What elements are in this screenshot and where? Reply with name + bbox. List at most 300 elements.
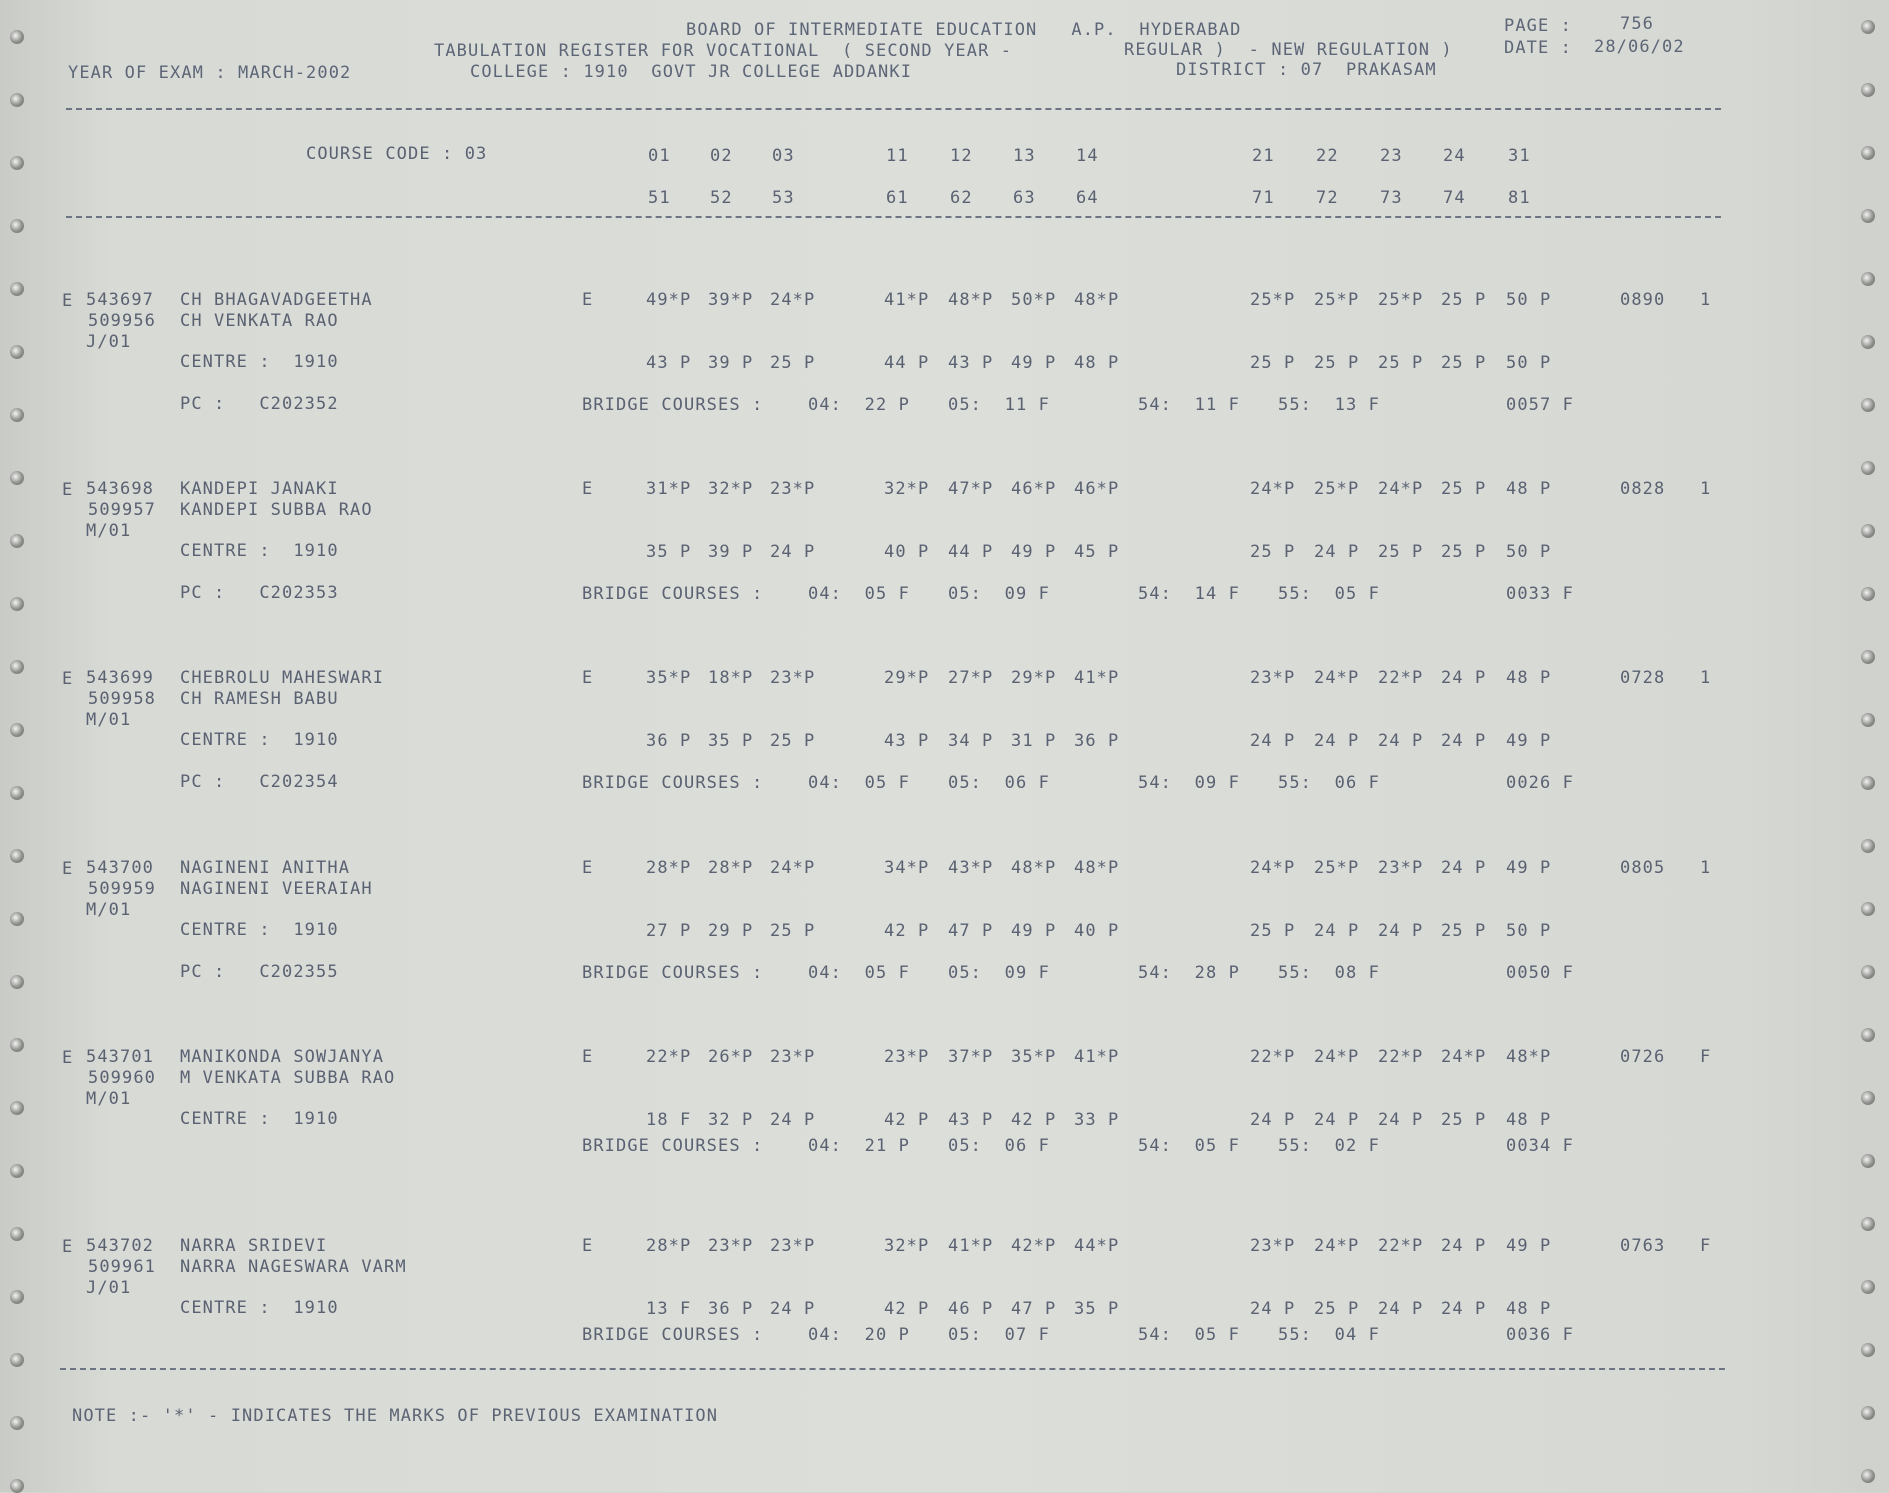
mark-cell: 22*P: [1250, 1047, 1296, 1067]
tractor-hole: [10, 471, 24, 485]
mark-cell: 28*P: [646, 858, 692, 878]
mark-cell: 24 P: [1441, 1299, 1487, 1319]
column-code: 71: [1252, 188, 1275, 208]
record-prefix: E: [62, 291, 74, 311]
mark-cell: 23*P: [1250, 668, 1296, 688]
bridge-total: 0034 F: [1506, 1136, 1575, 1156]
mark-cell: 47*P: [948, 479, 994, 499]
column-code: 14: [1076, 146, 1099, 166]
mark-cell: 24 P: [1250, 1299, 1296, 1319]
medium: E: [582, 290, 594, 310]
group-code: M/01: [86, 521, 132, 541]
mark-cell: 42*P: [1011, 1236, 1057, 1256]
mark-cell: 24 P: [1250, 1110, 1296, 1130]
tractor-hole: [10, 1101, 24, 1115]
bridge-total: 0033 F: [1506, 584, 1575, 604]
tractor-hole: [1861, 902, 1875, 916]
column-code: 13: [1013, 146, 1036, 166]
group-code: J/01: [86, 332, 132, 352]
mark-cell: 24 P: [770, 1110, 816, 1130]
column-code: 03: [772, 146, 795, 166]
column-code: 74: [1443, 188, 1466, 208]
column-code: 12: [950, 146, 973, 166]
page-number: 756: [1620, 14, 1655, 34]
grand-total: 0890: [1620, 290, 1666, 310]
tractor-hole: [1861, 1217, 1875, 1231]
mark-cell: 43 P: [948, 353, 994, 373]
column-code: 64: [1076, 188, 1099, 208]
mark-cell: 24 P: [1314, 921, 1360, 941]
grand-total: 0805: [1620, 858, 1666, 878]
father-name: NAGINENI VEERAIAH: [180, 879, 373, 899]
result: 1: [1700, 858, 1712, 878]
mark-cell: 42 P: [1011, 1110, 1057, 1130]
mark-cell: 22*P: [646, 1047, 692, 1067]
hall-ticket-number: 543701: [86, 1047, 155, 1067]
mark-cell: 18 F: [646, 1110, 692, 1130]
mark-cell: 35 P: [708, 731, 754, 751]
tractor-hole: [1861, 650, 1875, 664]
mark-cell: 48 P: [1506, 1299, 1552, 1319]
mark-cell: 32*P: [884, 1236, 930, 1256]
mark-cell: 24 P: [1314, 1110, 1360, 1130]
result: F: [1700, 1236, 1712, 1256]
mark-cell: 29*P: [1011, 668, 1057, 688]
column-code: 31: [1508, 146, 1531, 166]
mark-cell: 47 P: [948, 921, 994, 941]
mark-cell: 24 P: [1250, 731, 1296, 751]
mark-cell: 29*P: [884, 668, 930, 688]
mark-cell: 27*P: [948, 668, 994, 688]
grand-total: 0828: [1620, 479, 1666, 499]
record-prefix: E: [62, 859, 74, 879]
right-tractor-holes: [1839, 0, 1889, 1492]
column-code: 53: [772, 188, 795, 208]
centre: CENTRE : 1910: [180, 730, 339, 750]
mark-cell: 24 P: [770, 542, 816, 562]
mark-cell: 43 P: [884, 731, 930, 751]
student-name: NAGINENI ANITHA: [180, 858, 351, 878]
father-name: M VENKATA SUBBA RAO: [180, 1068, 396, 1088]
tractor-hole: [10, 1164, 24, 1178]
mark-cell: 45 P: [1074, 542, 1120, 562]
tractor-hole: [10, 660, 24, 674]
mark-cell: 49*P: [646, 290, 692, 310]
column-code: 62: [950, 188, 973, 208]
tractor-hole: [10, 975, 24, 989]
mark-cell: 24 P: [1441, 858, 1487, 878]
mark-cell: 26*P: [708, 1047, 754, 1067]
mark-cell: 50 P: [1506, 921, 1552, 941]
course-code: COURSE CODE : 03: [306, 144, 488, 164]
hall-ticket-number: 543697: [86, 290, 155, 310]
tractor-hole: [1861, 839, 1875, 853]
tractor-hole: [10, 219, 24, 233]
column-code: 61: [886, 188, 909, 208]
mark-cell: 25 P: [1250, 353, 1296, 373]
bridge-04: 04: 20 P: [808, 1325, 911, 1345]
bridge-55: 55: 05 F: [1278, 584, 1381, 604]
tractor-hole: [10, 282, 24, 296]
report-date: 28/06/02: [1594, 37, 1685, 57]
mark-cell: 41*P: [948, 1236, 994, 1256]
bridge-04: 04: 05 F: [808, 584, 911, 604]
student-name: MANIKONDA SOWJANYA: [180, 1047, 385, 1067]
page-label: PAGE :: [1504, 16, 1573, 36]
left-tractor-holes: [0, 0, 50, 1492]
grand-total: 0726: [1620, 1047, 1666, 1067]
mark-cell: 28*P: [646, 1236, 692, 1256]
bridge-54: 54: 05 F: [1138, 1325, 1241, 1345]
mark-cell: 34*P: [884, 858, 930, 878]
mark-cell: 24 P: [770, 1299, 816, 1319]
tractor-hole: [1861, 1028, 1875, 1042]
mark-cell: 22*P: [1378, 668, 1424, 688]
tractor-hole: [1861, 146, 1875, 160]
student-name: NARRA SRIDEVI: [180, 1236, 328, 1256]
mark-cell: 50 P: [1506, 353, 1552, 373]
mark-cell: 44 P: [884, 353, 930, 373]
mark-cell: 23*P: [708, 1236, 754, 1256]
mark-cell: 48*P: [1506, 1047, 1552, 1067]
centre: CENTRE : 1910: [180, 1298, 339, 1318]
column-code: 01: [648, 146, 671, 166]
mark-cell: 23*P: [1250, 1236, 1296, 1256]
bridge-55: 55: 08 F: [1278, 963, 1381, 983]
column-code: 11: [886, 146, 909, 166]
bridge-55: 55: 04 F: [1278, 1325, 1381, 1345]
medium: E: [582, 1236, 594, 1256]
mark-cell: 24*P: [1378, 479, 1424, 499]
mark-cell: 23*P: [1378, 858, 1424, 878]
father-name: NARRA NAGESWARA VARM: [180, 1257, 407, 1277]
mark-cell: 25 P: [1314, 1299, 1360, 1319]
mark-cell: 39 P: [708, 542, 754, 562]
tractor-hole: [10, 786, 24, 800]
bridge-54: 54: 28 P: [1138, 963, 1241, 983]
bridge-04: 04: 05 F: [808, 963, 911, 983]
grand-total: 0728: [1620, 668, 1666, 688]
mark-cell: 28*P: [708, 858, 754, 878]
mark-cell: 23*P: [770, 1236, 816, 1256]
mark-cell: 36 P: [1074, 731, 1120, 751]
college-name: COLLEGE : 1910 GOVT JR COLLEGE ADDANKI: [470, 62, 913, 82]
mark-cell: 41*P: [1074, 668, 1120, 688]
tractor-hole: [1861, 1343, 1875, 1357]
tractor-hole: [10, 1479, 24, 1493]
mark-cell: 48*P: [948, 290, 994, 310]
mark-cell: 24 P: [1441, 1236, 1487, 1256]
mark-cell: 39*P: [708, 290, 754, 310]
tractor-hole: [1861, 209, 1875, 223]
mark-cell: 25 P: [1314, 353, 1360, 373]
mark-cell: 25 P: [1441, 1110, 1487, 1130]
bridge-04: 04: 05 F: [808, 773, 911, 793]
serial-number: 509959: [88, 879, 157, 899]
mark-cell: 22*P: [1378, 1047, 1424, 1067]
mark-cell: 25 P: [1250, 921, 1296, 941]
mark-cell: 25 P: [770, 731, 816, 751]
mark-cell: 27 P: [646, 921, 692, 941]
mark-cell: 33 P: [1074, 1110, 1120, 1130]
mark-cell: 31 P: [1011, 731, 1057, 751]
column-code: 21: [1252, 146, 1275, 166]
bridge-54: 54: 05 F: [1138, 1136, 1241, 1156]
mark-cell: 24 P: [1314, 731, 1360, 751]
tractor-hole: [10, 30, 24, 44]
mark-cell: 48*P: [1074, 290, 1120, 310]
mark-cell: 23*P: [770, 668, 816, 688]
bridge-05: 05: 07 F: [948, 1325, 1051, 1345]
year-of-exam: YEAR OF EXAM : MARCH-2002: [68, 63, 352, 83]
mark-cell: 36 P: [646, 731, 692, 751]
pc-number: PC : C202353: [180, 583, 339, 603]
mark-cell: 13 F: [646, 1299, 692, 1319]
father-name: KANDEPI SUBBA RAO: [180, 500, 373, 520]
mark-cell: 50*P: [1011, 290, 1057, 310]
mark-cell: 36 P: [708, 1299, 754, 1319]
mark-cell: 47 P: [1011, 1299, 1057, 1319]
bridge-courses-label: BRIDGE COURSES :: [582, 395, 764, 415]
bridge-courses-label: BRIDGE COURSES :: [582, 1325, 764, 1345]
register-title: TABULATION REGISTER FOR VOCATIONAL ( SECOND YEAR -: [434, 41, 1013, 61]
tractor-hole: [1861, 1406, 1875, 1420]
mark-cell: 48 P: [1074, 353, 1120, 373]
footnote: NOTE :- '*' - INDICATES THE MARKS OF PREVIOUS EXAMINATION: [72, 1406, 719, 1426]
mark-cell: 40 P: [1074, 921, 1120, 941]
column-code: 24: [1443, 146, 1466, 166]
result: F: [1700, 1047, 1712, 1067]
mark-cell: 43*P: [948, 858, 994, 878]
group-code: M/01: [86, 1089, 132, 1109]
mark-cell: 32*P: [708, 479, 754, 499]
tractor-hole: [1861, 1154, 1875, 1168]
register-title-cont: REGULAR ) - NEW REGULATION ): [1124, 40, 1453, 60]
tractor-hole: [1861, 587, 1875, 601]
mark-cell: 25 P: [1441, 921, 1487, 941]
tractor-hole: [10, 912, 24, 926]
mark-cell: 48*P: [1011, 858, 1057, 878]
mark-cell: 25 P: [1441, 290, 1487, 310]
tractor-hole: [1861, 776, 1875, 790]
mark-cell: 48 P: [1506, 668, 1552, 688]
mark-cell: 49 P: [1506, 858, 1552, 878]
mark-cell: 23*P: [770, 1047, 816, 1067]
mark-cell: 35 P: [646, 542, 692, 562]
bridge-total: 0050 F: [1506, 963, 1575, 983]
mark-cell: 24*P: [1314, 1236, 1360, 1256]
mark-cell: 24*P: [770, 290, 816, 310]
bridge-courses-label: BRIDGE COURSES :: [582, 963, 764, 983]
mark-cell: 48*P: [1074, 858, 1120, 878]
mark-cell: 37*P: [948, 1047, 994, 1067]
mark-cell: 46 P: [948, 1299, 994, 1319]
column-code: 22: [1316, 146, 1339, 166]
mark-cell: 24 P: [1314, 542, 1360, 562]
district-name: DISTRICT : 07 PRAKASAM: [1176, 60, 1437, 80]
bridge-total: 0036 F: [1506, 1325, 1575, 1345]
mark-cell: 18*P: [708, 668, 754, 688]
mark-cell: 25*P: [1314, 858, 1360, 878]
mark-cell: 35*P: [646, 668, 692, 688]
tractor-hole: [10, 345, 24, 359]
mark-cell: 25*P: [1314, 290, 1360, 310]
student-name: CH BHAGAVADGEETHA: [180, 290, 373, 310]
mark-cell: 25 P: [1378, 353, 1424, 373]
mark-cell: 22*P: [1378, 1236, 1424, 1256]
tractor-hole: [1861, 83, 1875, 97]
bridge-total: 0026 F: [1506, 773, 1575, 793]
serial-number: 509958: [88, 689, 157, 709]
date-label: DATE :: [1504, 38, 1573, 58]
record-prefix: E: [62, 480, 74, 500]
mark-cell: 46*P: [1074, 479, 1120, 499]
mark-cell: 25 P: [1441, 542, 1487, 562]
father-name: CH VENKATA RAO: [180, 311, 339, 331]
mark-cell: 39 P: [708, 353, 754, 373]
mark-cell: 24 P: [1378, 731, 1424, 751]
mark-cell: 25*P: [1314, 479, 1360, 499]
centre: CENTRE : 1910: [180, 1109, 339, 1129]
mark-cell: 24*P: [1314, 668, 1360, 688]
tractor-hole: [10, 1416, 24, 1430]
mark-cell: 25*P: [1250, 290, 1296, 310]
tractor-hole: [10, 1038, 24, 1052]
mark-cell: 24*P: [770, 858, 816, 878]
mark-cell: 35 P: [1074, 1299, 1120, 1319]
bridge-55: 55: 13 F: [1278, 395, 1381, 415]
mark-cell: 24*P: [1250, 479, 1296, 499]
bridge-total: 0057 F: [1506, 395, 1575, 415]
mark-cell: 43 P: [646, 353, 692, 373]
mark-cell: 24*P: [1441, 1047, 1487, 1067]
mark-cell: 44*P: [1074, 1236, 1120, 1256]
bridge-05: 05: 06 F: [948, 773, 1051, 793]
column-code: 23: [1380, 146, 1403, 166]
mark-cell: 24 P: [1441, 731, 1487, 751]
student-name: KANDEPI JANAKI: [180, 479, 339, 499]
mark-cell: 24*P: [1250, 858, 1296, 878]
hall-ticket-number: 543700: [86, 858, 155, 878]
tractor-hole: [1861, 1091, 1875, 1105]
mark-cell: 40 P: [884, 542, 930, 562]
mark-cell: 24 P: [1378, 1110, 1424, 1130]
header-separator: [66, 108, 1721, 110]
tractor-hole: [10, 723, 24, 737]
bridge-courses-label: BRIDGE COURSES :: [582, 773, 764, 793]
mark-cell: 24*P: [1314, 1047, 1360, 1067]
mark-cell: 49 P: [1011, 353, 1057, 373]
column-code: 51: [648, 188, 671, 208]
tractor-hole: [10, 156, 24, 170]
tractor-hole: [1861, 335, 1875, 349]
mark-cell: 25 P: [1250, 542, 1296, 562]
tractor-hole: [10, 534, 24, 548]
tractor-hole: [10, 408, 24, 422]
group-code: M/01: [86, 710, 132, 730]
mark-cell: 49 P: [1506, 1236, 1552, 1256]
column-code: 63: [1013, 188, 1036, 208]
bridge-04: 04: 21 P: [808, 1136, 911, 1156]
tractor-hole: [10, 1227, 24, 1241]
grand-total: 0763: [1620, 1236, 1666, 1256]
serial-number: 509960: [88, 1068, 157, 1088]
footer-separator: [60, 1368, 1725, 1370]
column-code: 81: [1508, 188, 1531, 208]
mark-cell: 48 P: [1506, 479, 1552, 499]
mark-cell: 25 P: [1441, 353, 1487, 373]
group-code: M/01: [86, 900, 132, 920]
bridge-05: 05: 11 F: [948, 395, 1051, 415]
tractor-hole: [1861, 461, 1875, 475]
mark-cell: 32*P: [884, 479, 930, 499]
tractor-hole: [1861, 1469, 1875, 1483]
mark-cell: 48 P: [1506, 1110, 1552, 1130]
record-prefix: E: [62, 1237, 74, 1257]
result: 1: [1700, 668, 1712, 688]
bridge-04: 04: 22 P: [808, 395, 911, 415]
bridge-54: 54: 14 F: [1138, 584, 1241, 604]
mark-cell: 50 P: [1506, 290, 1552, 310]
hall-ticket-number: 543699: [86, 668, 155, 688]
tractor-hole: [1861, 1280, 1875, 1294]
mark-cell: 35*P: [1011, 1047, 1057, 1067]
group-code: J/01: [86, 1278, 132, 1298]
bridge-05: 05: 09 F: [948, 584, 1051, 604]
mark-cell: 46*P: [1011, 479, 1057, 499]
father-name: CH RAMESH BABU: [180, 689, 339, 709]
record-prefix: E: [62, 669, 74, 689]
mark-cell: 43 P: [948, 1110, 994, 1130]
mark-cell: 49 P: [1506, 731, 1552, 751]
centre: CENTRE : 1910: [180, 920, 339, 940]
bridge-55: 55: 02 F: [1278, 1136, 1381, 1156]
mark-cell: 24 P: [1378, 1299, 1424, 1319]
tractor-hole: [1861, 272, 1875, 286]
mark-cell: 49 P: [1011, 921, 1057, 941]
column-code: 72: [1316, 188, 1339, 208]
tractor-hole: [1861, 20, 1875, 34]
column-code: 73: [1380, 188, 1403, 208]
result: 1: [1700, 479, 1712, 499]
tractor-hole: [10, 597, 24, 611]
medium: E: [582, 1047, 594, 1067]
tractor-hole: [10, 93, 24, 107]
bridge-courses-label: BRIDGE COURSES :: [582, 1136, 764, 1156]
mark-cell: 42 P: [884, 921, 930, 941]
centre: CENTRE : 1910: [180, 352, 339, 372]
serial-number: 509957: [88, 500, 157, 520]
bridge-courses-label: BRIDGE COURSES :: [582, 584, 764, 604]
mark-cell: 29 P: [708, 921, 754, 941]
pc-number: PC : C202352: [180, 394, 339, 414]
bridge-54: 54: 09 F: [1138, 773, 1241, 793]
result: 1: [1700, 290, 1712, 310]
record-prefix: E: [62, 1048, 74, 1068]
tractor-hole: [1861, 398, 1875, 412]
mark-cell: 24 P: [1441, 668, 1487, 688]
mark-cell: 32 P: [708, 1110, 754, 1130]
bridge-55: 55: 06 F: [1278, 773, 1381, 793]
mark-cell: 31*P: [646, 479, 692, 499]
mark-cell: 49 P: [1011, 542, 1057, 562]
mark-cell: 25 P: [1378, 542, 1424, 562]
tractor-hole: [10, 1353, 24, 1367]
mark-cell: 25 P: [770, 921, 816, 941]
medium: E: [582, 479, 594, 499]
mark-cell: 25 P: [1441, 479, 1487, 499]
centre: CENTRE : 1910: [180, 541, 339, 561]
